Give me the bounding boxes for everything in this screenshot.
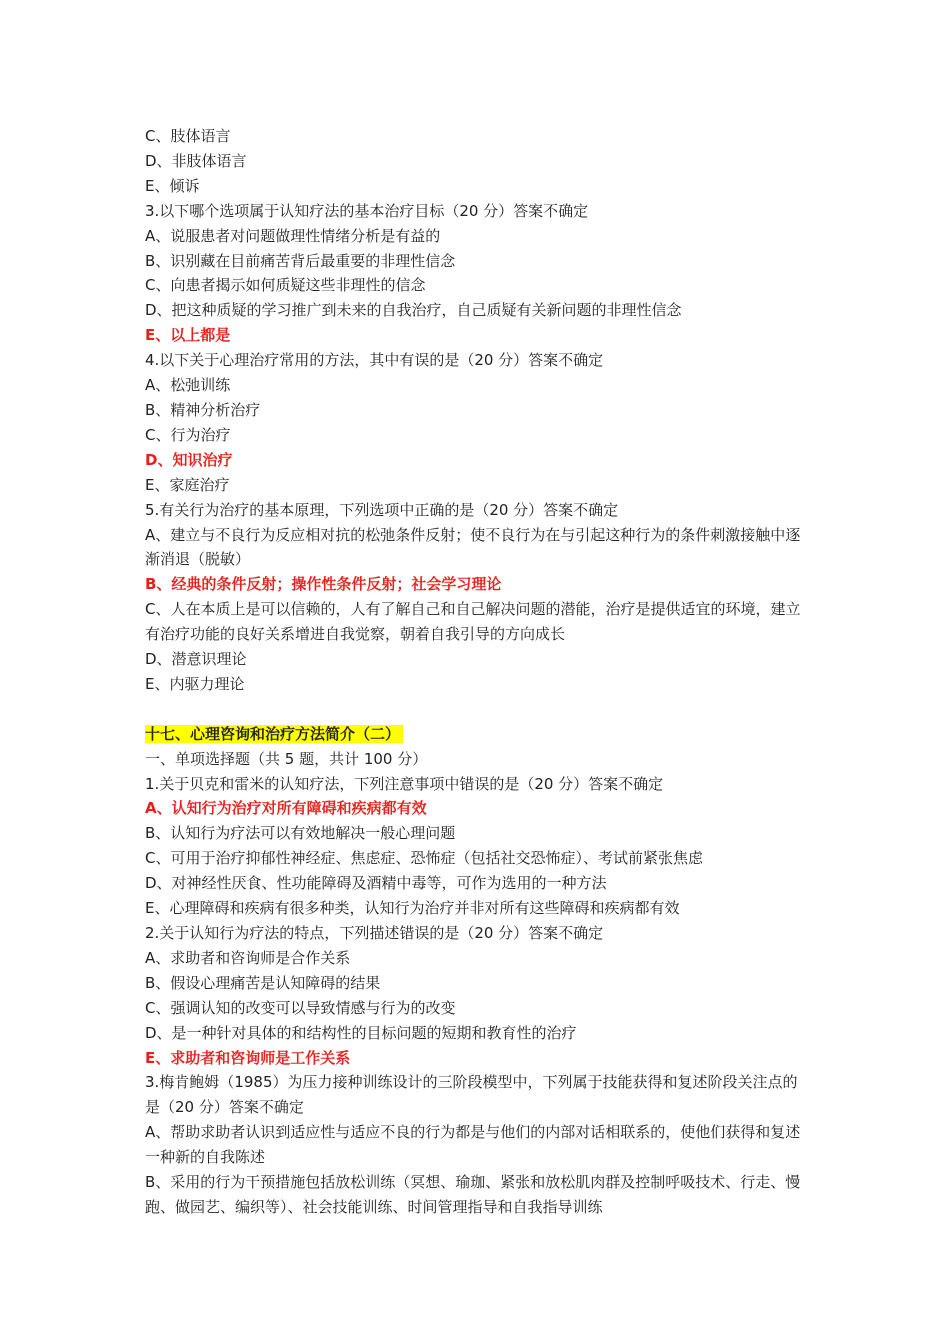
text-line: A、求助者和咨询师是合作关系 xyxy=(145,948,351,967)
text-line: C、人在本质上是可以信赖的，人有了解自己和自己解决问题的潜能，治疗是提供适宜的环境，建立有治疗功能的良好关系增进自我觉察，朝着自我引导的方向成长 xyxy=(145,600,801,644)
text-line: A、建立与不良行为反应相对抗的松弛条件反射；使不良行为在与引起这种行为的条件刺激接触中逐渐消退（脱敏） xyxy=(145,525,801,569)
correct-answer-line: E、以上都是 xyxy=(145,326,231,345)
text-line: B、假设心理痛苦是认知障碍的结果 xyxy=(145,973,381,992)
text-line: D、潜意识理论 xyxy=(145,650,247,669)
text-line: 2.关于认知行为疗法的特点，下列描述错误的是（20 分）答案不确定 xyxy=(145,923,604,942)
correct-answer-line: B、经典的条件反射；操作性条件反射；社会学习理论 xyxy=(145,575,502,594)
text-line: B、精神分析治疗 xyxy=(145,400,261,419)
text-line: 1.关于贝克和雷米的认知疗法，下列注意事项中错误的是（20 分）答案不确定 xyxy=(145,774,664,793)
text-line: E、家庭治疗 xyxy=(145,475,230,494)
text-line: D、是一种针对具体的和结构性的目标问题的短期和教育性的治疗 xyxy=(145,1023,577,1042)
section-title-row xyxy=(145,722,810,747)
text-line: 5.有关行为治疗的基本原理，下列选项中正确的是（20 分）答案不确定 xyxy=(145,500,619,519)
correct-answer-line: E、求助者和咨询师是工作关系 xyxy=(145,1048,351,1067)
text-line: E、倾诉 xyxy=(145,176,200,195)
text-line: 4.以下关于心理治疗常用的方法，其中有误的是（20 分）答案不确定 xyxy=(145,351,604,370)
text-line: C、行为治疗 xyxy=(145,425,231,444)
document-page xyxy=(145,124,810,1220)
text-line: 3.梅肯鲍姆（1985）为压力接种训练设计的三阶段模型中，下列属于技能获得和复述阶段关注点的是（20 分）答案不确定 xyxy=(145,1073,798,1117)
text-line: D、把这种质疑的学习推广到未来的自我治疗，自己质疑有关新问题的非理性信念 xyxy=(145,301,682,320)
text-line: B、识别藏在目前痛苦背后最重要的非理性信念 xyxy=(145,251,456,270)
text-line: C、向患者揭示如何质疑这些非理性的信念 xyxy=(145,276,426,295)
text-line: A、说服患者对问题做理性情绪分析是有益的 xyxy=(145,226,441,245)
text-line: D、非肢体语言 xyxy=(145,151,247,170)
text-line: D、对神经性厌食、性功能障碍及酒精中毒等，可作为选用的一种方法 xyxy=(145,874,607,893)
text-line: 一、单项选择题（共 5 题，共计 100 分） xyxy=(145,749,428,768)
text-line: B、采用的行为干预措施包括放松训练（冥想、瑜珈、紧张和放松肌肉群及控制呼吸技术、行走、慢跑、做园艺、编织等）、社会技能训练、时间管理指导和自我指导训练 xyxy=(145,1173,801,1216)
text-line: C、可用于治疗抑郁性神经症、焦虑症、恐怖症（包括社交恐怖症）、考试前紧张焦虑 xyxy=(145,849,703,868)
text-line: B、认知行为疗法可以有效地解决一般心理问题 xyxy=(145,824,456,843)
text-line: E、心理障碍和疾病有很多种类，认知行为治疗并非对所有这些障碍和疾病都有效 xyxy=(145,899,680,918)
section-title: 十七、心理咨询和治疗方法简介（二） xyxy=(145,725,403,743)
text-line: A、帮助求助者认识到适应性与适应不良的行为都是与他们的内部对话相联系的，使他们获得和复述一种新的自我陈述 xyxy=(145,1123,801,1167)
text-line: C、肢体语言 xyxy=(145,127,231,145)
correct-answer-line: A、认知行为治疗对所有障碍和疾病都有效 xyxy=(145,799,427,818)
blank-spacer xyxy=(145,697,810,722)
text-line: A、松弛训练 xyxy=(145,376,231,395)
text-line: C、强调认知的改变可以导致情感与行为的改变 xyxy=(145,998,456,1017)
question-block-2 xyxy=(145,747,810,1220)
question-block-1 xyxy=(145,124,810,697)
text-line: E、内驱力理论 xyxy=(145,674,245,693)
correct-answer-line: D、知识治疗 xyxy=(145,450,233,469)
text-line: 3.以下哪个选项属于认知疗法的基本治疗目标（20 分）答案不确定 xyxy=(145,201,589,220)
